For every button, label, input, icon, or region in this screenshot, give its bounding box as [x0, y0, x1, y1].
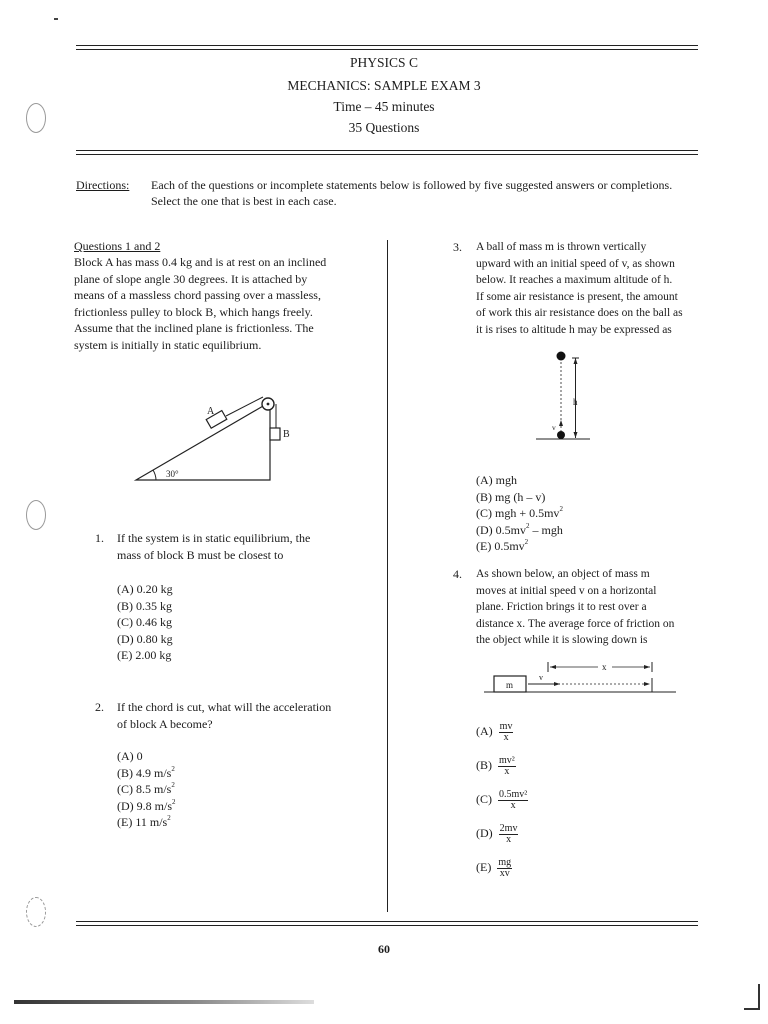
q3-option-e[interactable]: (E) $0.5mv^2$	[476, 538, 529, 554]
sliding-block-figure	[480, 656, 680, 698]
q4-option-d[interactable]: (D) $\frac{2mv}{x}$	[476, 822, 518, 845]
q2-option-c[interactable]: (C) 8.5 $m/s^2$	[117, 781, 175, 797]
thrown-ball-figure	[530, 348, 600, 448]
q1-number: 1.	[95, 531, 104, 545]
q2-option-e[interactable]: (E) 11 $m/s^2$	[117, 814, 171, 830]
q3-option-a[interactable]: (A) mgh	[476, 473, 517, 487]
label-angle: 30°	[166, 469, 179, 479]
scan-bar	[14, 1000, 314, 1004]
q2-option-d[interactable]: (D) 9.8 $m/s^2$	[117, 797, 176, 813]
questions-1-2-heading: Questions 1 and 2	[74, 239, 161, 253]
block-b	[270, 428, 280, 440]
q1-option-d[interactable]: (D) 0.80 kg	[117, 631, 173, 646]
q4-option-b[interactable]: (B) $\frac{\text{mv²}}{x}$	[476, 754, 515, 777]
q2-number: 2.	[95, 700, 104, 714]
q1-options	[117, 581, 173, 664]
q4-stem: As shown below, an object of mass m moves at initial speed v on a horizontal plane. Friction brings it to rest over a distance x. The average force of friction on the object while it is slowing down is	[476, 568, 675, 646]
q3-options	[476, 472, 563, 555]
ball-bottom	[557, 431, 565, 439]
q1-option-c[interactable]: (C) 0.46 kg	[117, 615, 172, 630]
label-h: h	[573, 397, 578, 407]
label-x: x	[602, 662, 607, 672]
header-rule-bottom-1	[76, 150, 698, 151]
label-block-b: B	[283, 429, 290, 440]
q3-option-c[interactable]: (C) mgh + $0.5mv^2$	[476, 505, 563, 521]
q1-option-e[interactable]: (E) 2.00 kg	[117, 648, 172, 663]
q1-option-a[interactable]: (A) 0.20 kg	[117, 582, 173, 596]
exam-question-count: 35 Questions	[348, 120, 420, 135]
q1-stem: If the system is in static equilibrium, the mass of block B must be closest to	[117, 531, 311, 562]
inclined-plane	[136, 402, 270, 480]
q3-number: 3.	[453, 240, 462, 254]
q1-option-b[interactable]: (B) 0.35 kg	[117, 598, 172, 613]
q4-option-c[interactable]: (C) $\frac{\text{0.5mv²}}{x}$	[476, 788, 528, 811]
q2-options	[117, 748, 176, 831]
header-rule-top-1	[76, 45, 698, 46]
q2-option-b[interactable]: (B) 4.9 $m/s^2$	[117, 764, 175, 780]
binder-hole-middle	[26, 500, 46, 530]
directions-line-1: Each of the questions or incomplete statements below is followed by five suggested answers or completions.	[151, 178, 673, 192]
ball-top	[557, 352, 566, 361]
directions-line-2: Select the one that is best in each case.	[151, 194, 337, 208]
pulley-axle	[267, 403, 270, 406]
chord-incline	[226, 397, 263, 416]
exam-subject: PHYSICS C	[350, 55, 418, 70]
q2-stem: If the chord is cut, what will the acceleration of block A become?	[117, 700, 332, 731]
label-v: v	[552, 423, 556, 432]
exam-time: Time – 45 minutes	[333, 99, 435, 114]
q3-stem: A ball of mass m is thrown vertically upward with an initial speed of v, as shown below. It reaches a maximum altitude of h. If some air resistance is present, the amount of work this air resistance does on the ball as it is rises to altitude h may be expressed as	[476, 241, 683, 336]
q2-option-a[interactable]: (A) 0	[117, 749, 143, 763]
header-rule-top-2	[76, 49, 698, 50]
q3-option-b[interactable]: (B) mg (h – v)	[476, 489, 546, 504]
q4-number: 4.	[453, 567, 462, 581]
footer-rule-1	[76, 921, 698, 922]
q4-option-a[interactable]: (A) $\frac{mv}{x}$	[476, 720, 513, 743]
column-divider	[387, 240, 388, 912]
page-number: 60	[378, 942, 390, 956]
directions-label: Directions:	[76, 178, 130, 192]
q4-option-e[interactable]: (E) $\frac{mg}{xv}$	[476, 856, 512, 879]
label-block-a: A	[207, 406, 215, 417]
binder-hole-bottom	[26, 897, 46, 927]
footer-rule-2	[76, 925, 698, 926]
q4-options	[476, 714, 528, 884]
scan-corner	[744, 984, 760, 1010]
label-m: m	[506, 680, 514, 690]
header-rule-bottom-2	[76, 154, 698, 155]
angle-arc	[153, 470, 156, 480]
questions-1-2-text: Block A has mass 0.4 kg and is at rest on an inclined plane of slope angle 30 degrees. It is attached by means of a massless chord passing over a massless, frictionless pulley to block B, which hangs freely. Assume that the inclined plane is frictionless. The system is initially in static equilibrium.	[74, 255, 327, 352]
label-v: v	[539, 673, 543, 682]
exam-title: MECHANICS: SAMPLE EXAM 3	[287, 78, 481, 93]
incline-pulley-figure	[130, 390, 300, 490]
scan-mark	[54, 18, 58, 20]
q3-option-d[interactable]: (D) $0.5mv^2$ – mgh	[476, 521, 563, 537]
